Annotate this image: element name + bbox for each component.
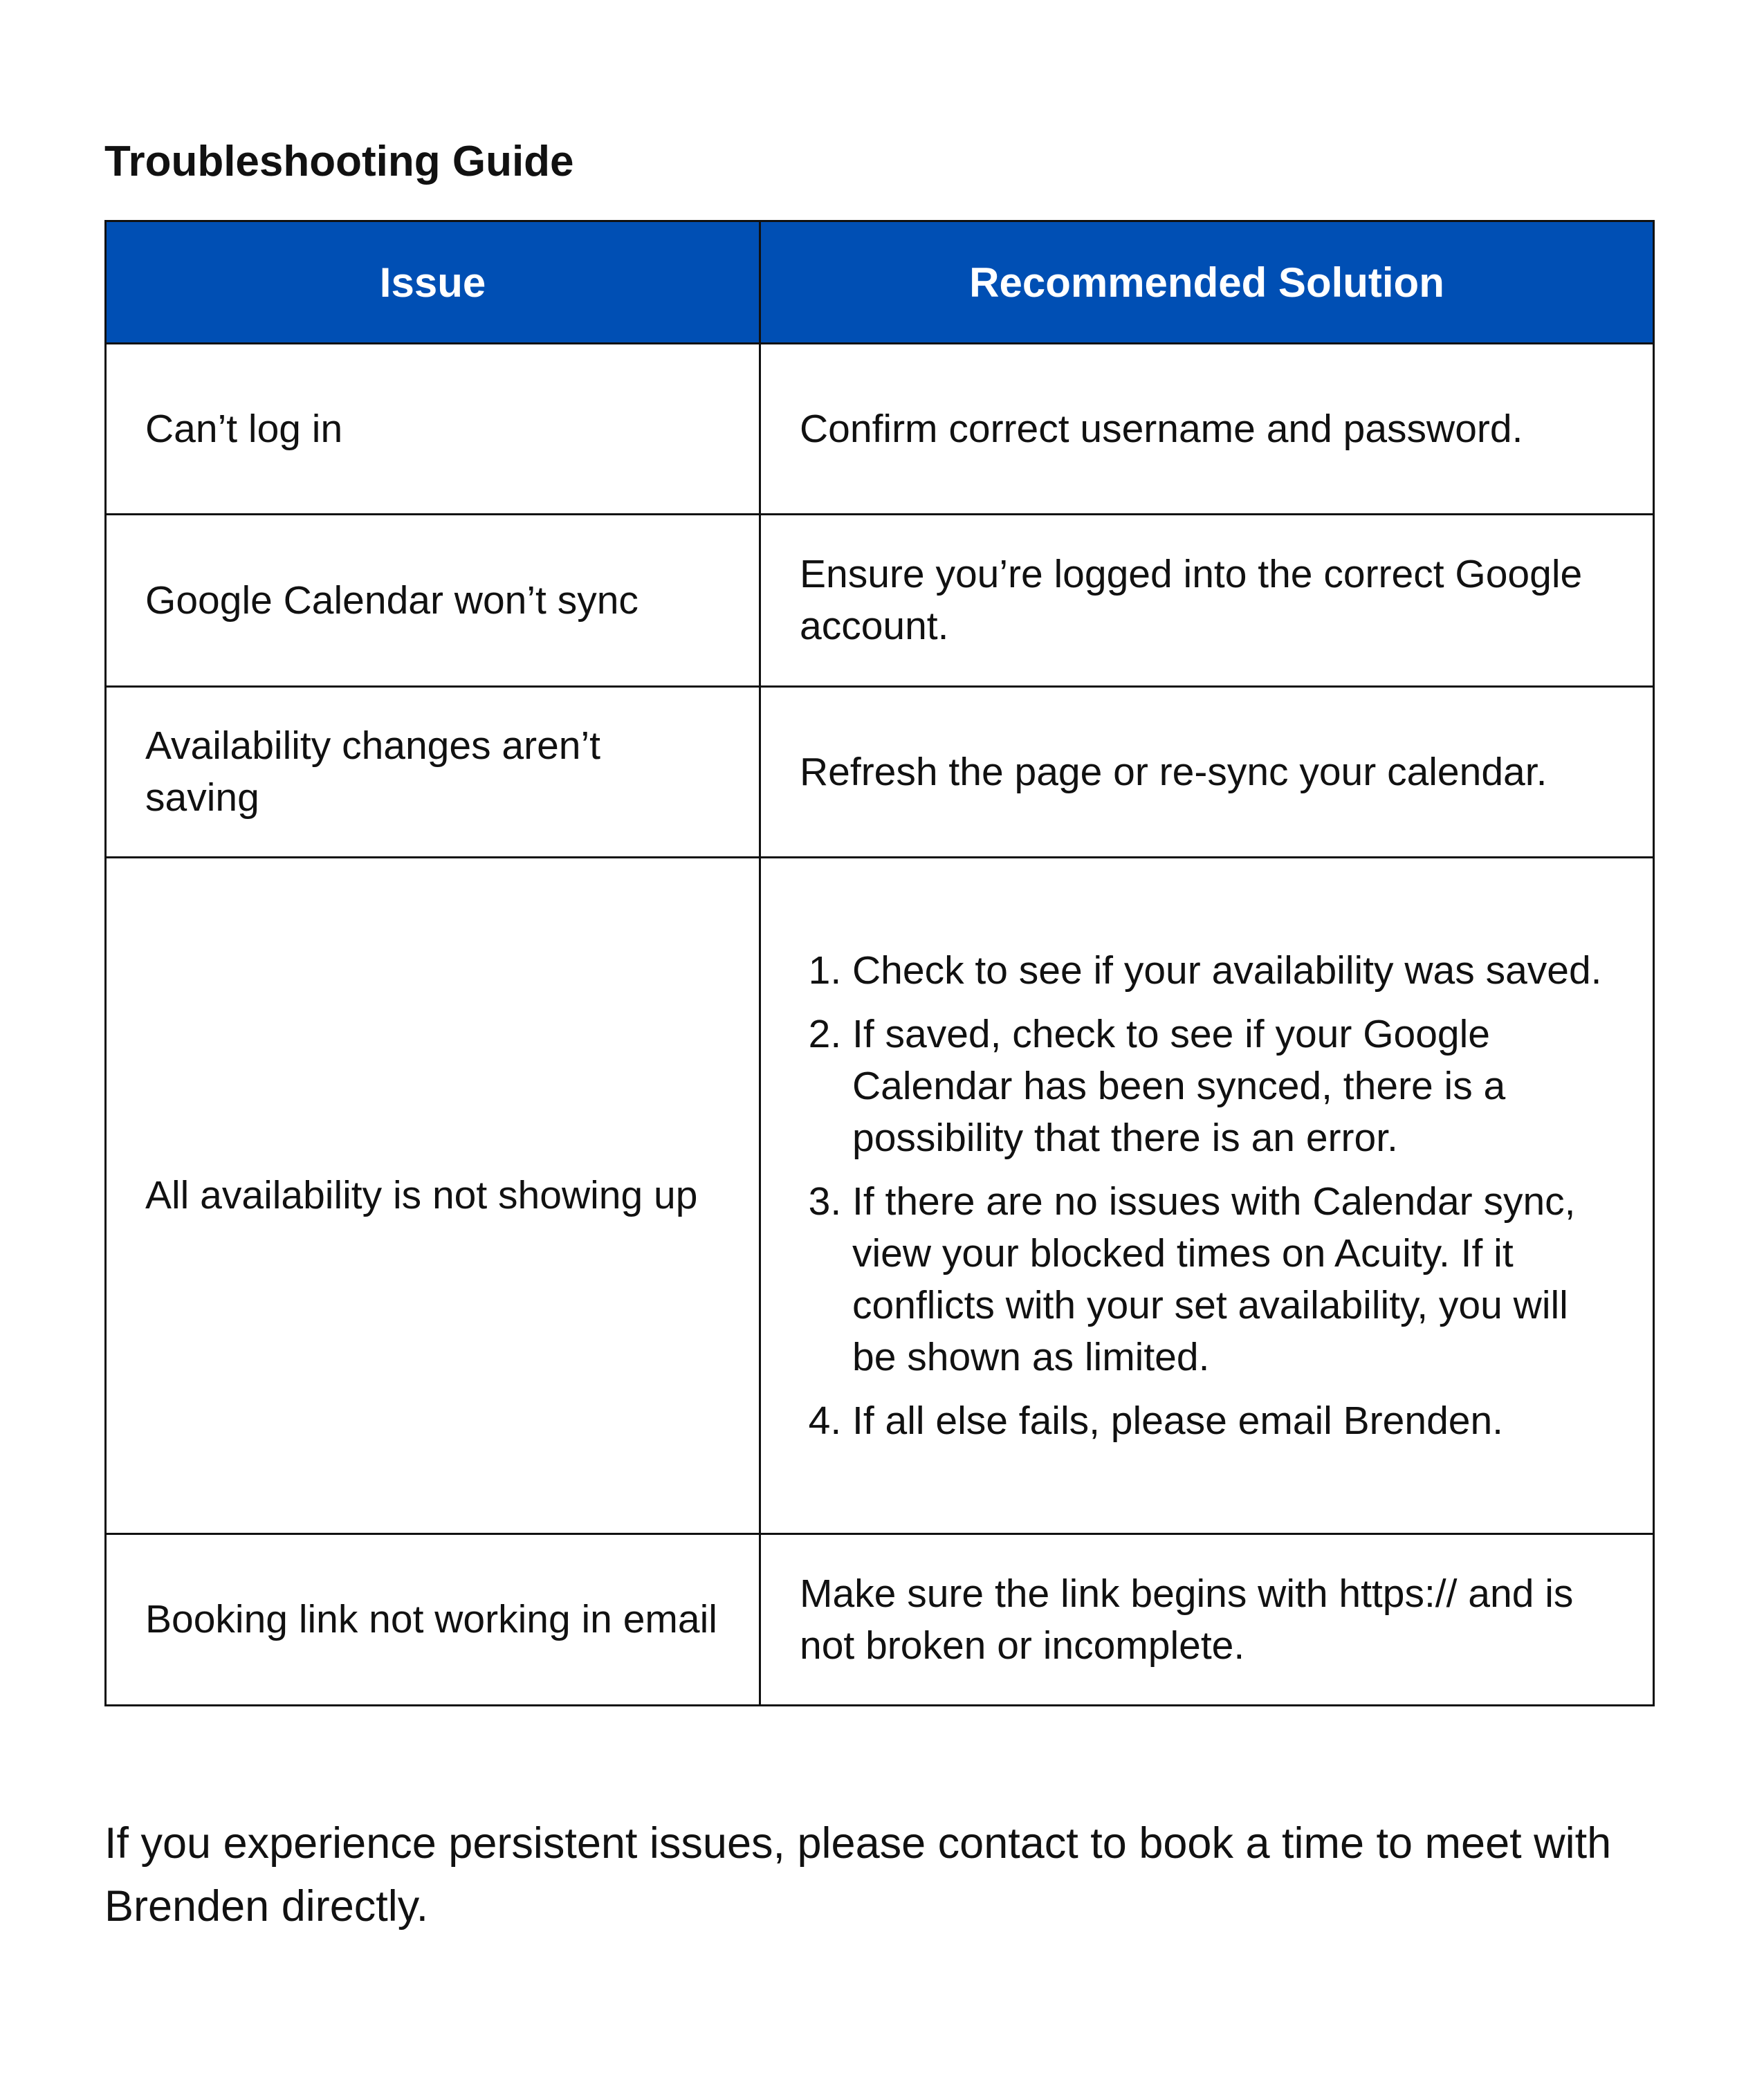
issue-cell: All availability is not showing up: [106, 858, 760, 1534]
solution-step: 1. Check to see if your availability was saved.: [852, 945, 1618, 997]
solution-cell: Make sure the link begins with https:// and is not broken or incomplete.: [760, 1534, 1654, 1706]
troubleshooting-table: [104, 220, 1655, 1706]
issue-cell: Can’t log in: [106, 344, 760, 515]
table-header-row: [106, 221, 1654, 344]
table-row: [106, 858, 1654, 1534]
table-row: [106, 344, 1654, 515]
solution-cell: Confirm correct username and password.: [760, 344, 1654, 515]
solution-cell: Refresh the page or re-sync your calendar.: [760, 687, 1654, 858]
footer-note: If you experience persistent issues, please contact to book a time to meet with Brenden directly.: [104, 1819, 1612, 1931]
table-row: [106, 515, 1654, 687]
column-header-issue: Issue: [106, 221, 760, 344]
solution-steps-list: [800, 945, 1618, 1447]
issue-cell: Google Calendar won’t sync: [106, 515, 760, 687]
column-header-solution: Recommended Solution: [760, 221, 1654, 344]
solution-cell: [760, 858, 1654, 1534]
page-title: Troubleshooting Guide: [104, 138, 574, 185]
table-row: [106, 687, 1654, 858]
solution-step: 4. If all else fails, please email Brenden.: [852, 1395, 1618, 1447]
issue-cell: Availability changes aren’t saving: [106, 687, 760, 858]
solution-step: 2. If saved, check to see if your Google Calendar has been synced, there is a possibility that there is an error.: [852, 1008, 1618, 1164]
solution-step: 3. If there are no issues with Calendar sync, view your blocked times on Acuity. If it conflicts with your set availability, you will be shown as limited.: [852, 1176, 1618, 1383]
table-row: [106, 1534, 1654, 1706]
solution-cell: Ensure you’re logged into the correct Google account.: [760, 515, 1654, 687]
issue-cell: Booking link not working in email: [106, 1534, 760, 1706]
